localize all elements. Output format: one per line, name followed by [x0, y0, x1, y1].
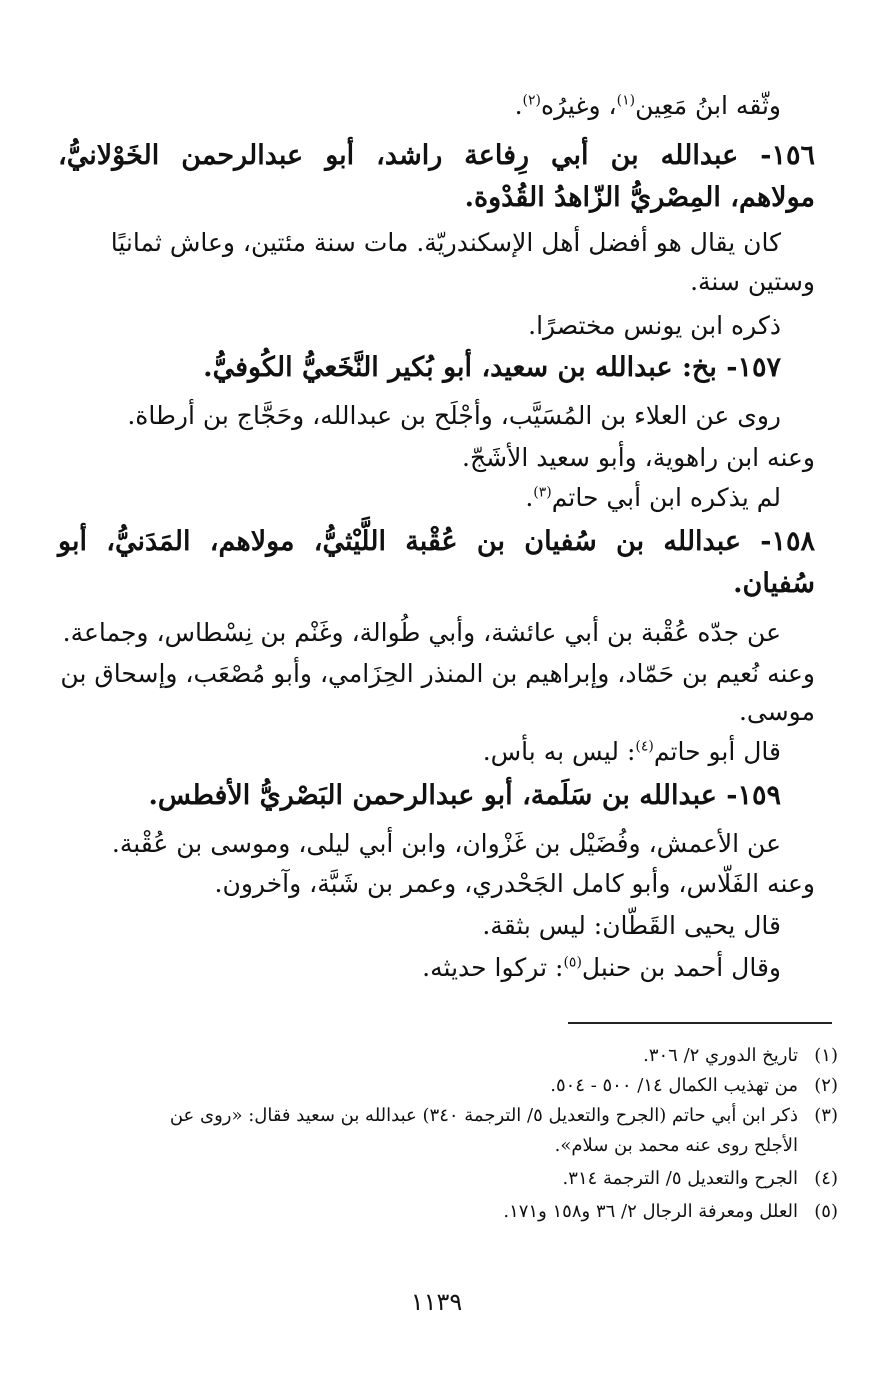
text-line: وستين سنة.	[690, 267, 815, 296]
entry-heading-158-cont: سُفيان.	[733, 568, 815, 599]
entry-heading-158: ١٥٨- عبدالله بن سُفيان بن عُقْبة اللَّيْثيُّ، مولاهم، المَدَنيُّ، أبو	[58, 526, 815, 557]
text-line: عن الأعمش، وفُضَيْل بن غَزْوان، وابن أبي ليلى، وموسى بن عُقْبة.	[111, 829, 781, 858]
text-line: وثّقه ابنُ مَعِين$^{(١)}$، وغيرُه$^{(٢)}$.	[514, 91, 781, 120]
text-line: وعنه الفَلّاس، وأبو كامل الجَحْدري، وعمر بن شَبَّة، وآخرون.	[214, 869, 815, 898]
text-line: كان يقال هو أفضل أهل الإسكندريّة. مات سنة مئتين، وعاش ثمانيًا	[110, 228, 781, 257]
entry-heading-159: ١٥٩- عبدالله بن سَلَمة، أبو عبدالرحمن البَصْريُّ الأفطس.	[148, 780, 781, 811]
text-line: قال أبو حاتم$^{(٤)}$: ليس به بأس.	[482, 737, 781, 766]
text-line: لم يذكره ابن أبي حاتم$^{(٣)}$.	[525, 483, 781, 512]
text-line: عن جدّه عُقْبة بن أبي عائشة، وأبي طُوالة، وغَنْم بن نِسْطاس، وجماعة.	[62, 618, 781, 647]
text-line: ذكره ابن يونس مختصرًا.	[528, 311, 781, 340]
footnote-ref: (١)	[616, 92, 636, 109]
footnote-divider	[568, 1022, 832, 1024]
page-number: ١١٣٩	[410, 1288, 463, 1316]
footnote-continuation: الأجلح روى عنه محمد بن سلام».	[554, 1135, 798, 1156]
entry-heading-156: ١٥٦- عبدالله بن أبي رِفاعة راشد، أبو عبدالرحمن الخَوْلانيُّ،	[58, 140, 815, 171]
footnote: (٤)الجرح والتعديل ٥/ الترجمة ٣١٤.	[562, 1168, 838, 1189]
footnote-ref: (٥)	[563, 954, 582, 971]
text-line: وعنه نُعيم بن حَمّاد، وإبراهيم بن المنذر الحِزَامي، وأبو مُصْعَب، وإسحاق بن	[60, 659, 815, 688]
entry-heading-157: ١٥٧- بخ: عبدالله بن سعيد، أبو بُكير النَّخَعيُّ الكُوفيُّ.	[203, 352, 781, 383]
footnote-ref: (٤)	[635, 738, 654, 755]
footnote-ref: (٢)	[522, 92, 541, 109]
text-line: قال يحيى القَطّان: ليس بثقة.	[482, 911, 781, 940]
footnote: (١)تاريخ الدوري ٢/ ٣٠٦.	[643, 1045, 838, 1066]
footnote-ref: (٣)	[533, 484, 552, 501]
text-line: روى عن العلاء بن المُسَيَّب، وأجْلَح بن عبدالله، وحَجَّاج بن أرطاة.	[127, 401, 781, 430]
footnote: (٢)من تهذيب الكمال ١٤/ ٥٠٠ - ٥٠٤.	[550, 1075, 838, 1096]
text-line: وعنه ابن راهوية، وأبو سعيد الأشَجّ.	[462, 443, 815, 472]
text-line: وقال أحمد بن حنبل$^{(٥)}$: تركوا حديثه.	[422, 953, 781, 982]
footnote: (٣)ذكر ابن أبي حاتم (الجرح والتعديل ٥/ الترجمة ٣٤٠) عبدالله بن سعيد فقال: «روى عن	[169, 1105, 838, 1126]
entry-heading-156-cont: مولاهم، المِصْريُّ الزّاهدُ القُدْوة.	[464, 182, 815, 213]
footnote: (٥)العلل ومعرفة الرجال ٢/ ٣٦ و١٥٨ و١٧١.	[503, 1201, 838, 1222]
text-line: موسى.	[738, 697, 815, 726]
